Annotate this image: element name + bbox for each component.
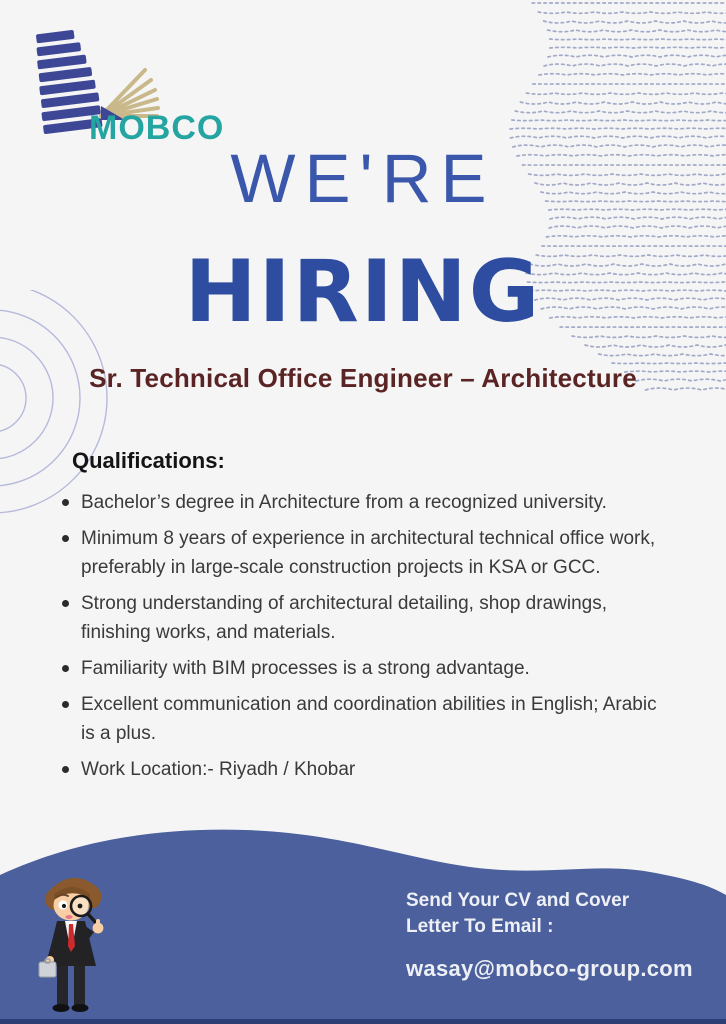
contact-email: wasay@mobco-group.com — [406, 956, 693, 981]
recruiter-character — [24, 872, 120, 1018]
list-item: Strong understanding of architectural detailing, shop drawings, finishing works, and materials. — [60, 589, 659, 647]
shoe — [53, 1004, 70, 1012]
list-item: Excellent communication and coordination abilities in English; Arabic is a plus. — [60, 690, 659, 748]
leg — [57, 966, 68, 1006]
cta-line-1: Send Your CV and Cover — [406, 890, 630, 911]
list-item: Work Location:- Riyadh / Khobar — [60, 755, 659, 784]
cta-line-2: Letter To Email : — [406, 916, 554, 937]
footer-bottom-strip — [0, 1019, 726, 1024]
mouth — [65, 915, 72, 919]
pupil — [62, 904, 66, 908]
footer-cta — [406, 888, 693, 982]
mobco-logo — [33, 28, 233, 148]
job-title: Sr. Technical Office Engineer – Architecture — [89, 363, 637, 393]
list-item: Familiarity with BIM processes is a strong advantage. — [60, 654, 659, 683]
qualifications-section — [0, 448, 726, 791]
list-item: Bachelor’s degree in Architecture from a recognized university. — [60, 488, 659, 517]
shoe — [72, 1004, 89, 1012]
qualifications-list — [0, 488, 726, 784]
logo-text: MOBCO — [89, 109, 225, 147]
thumb — [96, 919, 100, 927]
headline-were: WE'RE — [230, 140, 496, 217]
list-item: Minimum 8 years of experience in architectural technical office work, preferably in large-scale construction projects in KSA or GCC. — [60, 524, 659, 582]
qualifications-heading: Qualifications: — [72, 448, 225, 473]
leg — [74, 966, 85, 1006]
headline-hiring: HIRING — [184, 242, 542, 342]
briefcase-icon — [39, 959, 56, 977]
